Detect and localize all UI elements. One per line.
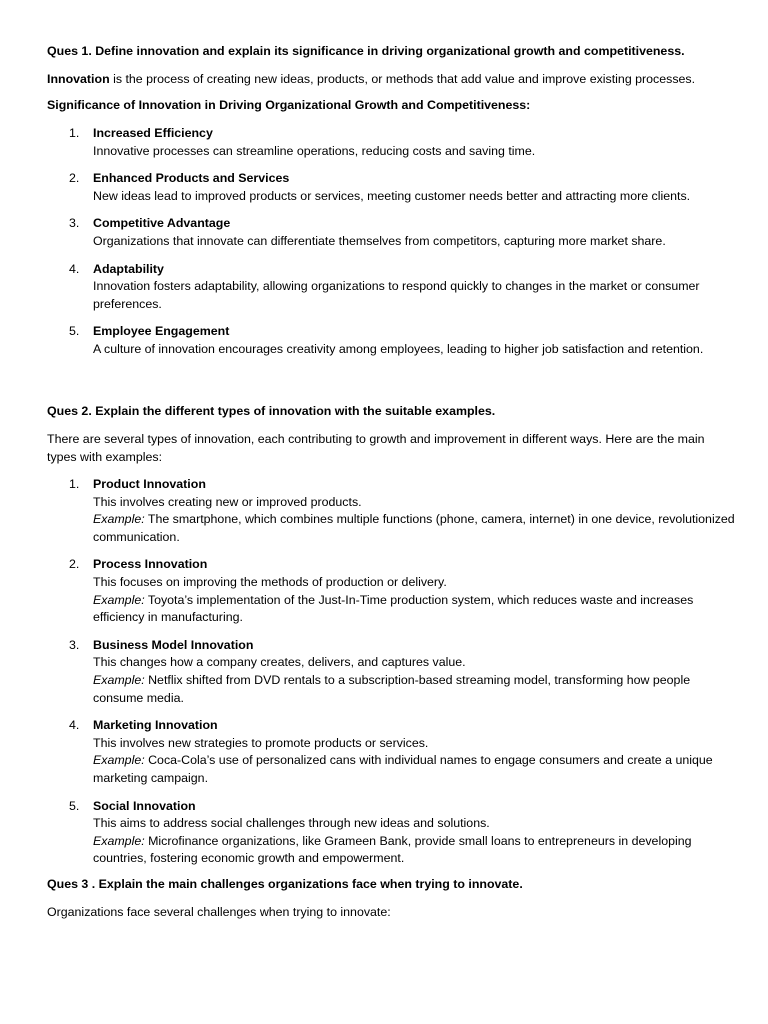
q1-significance-heading: Significance of Innovation in Driving Organizational Growth and Competitiveness: [47, 98, 531, 112]
list-item [47, 261, 737, 314]
item-number: 5. [69, 324, 80, 339]
list-item [47, 717, 737, 787]
item-description: A culture of innovation encourages creativity among employees, leading to higher job satisfaction and retention. [93, 341, 704, 356]
example-label: Example: [93, 753, 145, 768]
item-number: 3. [69, 637, 80, 652]
example-text: Toyota’s implementation of the Just-In-Time production system, which reduces waste and increases efficiency in manufacturing. [93, 592, 694, 625]
item-example [93, 672, 737, 707]
item-description: Organizations that innovate can differentiate themselves from competitors, capturing more market share. [93, 233, 666, 248]
item-description: This changes how a company creates, delivers, and captures value. [93, 655, 466, 670]
item-number: 3. [69, 216, 80, 231]
example-label: Example: [93, 592, 145, 607]
list-item [47, 476, 737, 546]
item-number: 2. [69, 557, 80, 572]
item-title: Product Innovation [93, 477, 206, 491]
example-text: The smartphone, which combines multiple functions (phone, camera, internet) in one device, revolutionized communication. [93, 512, 735, 544]
item-title: Increased Efficiency [93, 126, 213, 140]
q2-intro: There are several types of innovation, each contributing to growth and improvement in different ways. Here are the main types with examples: [47, 432, 705, 464]
item-number: 1. [69, 477, 80, 491]
item-description: New ideas lead to improved products or services, meeting customer needs better and attracting more clients. [93, 188, 691, 203]
definition-term: Innovation [47, 72, 110, 86]
item-title: Competitive Advantage [93, 216, 231, 231]
item-example [93, 833, 737, 868]
item-example [93, 592, 737, 627]
item-title: Adaptability [93, 261, 164, 276]
list-item [47, 170, 737, 205]
item-number: 4. [69, 718, 80, 733]
q1-definition [47, 71, 737, 89]
item-number: 5. [69, 798, 80, 813]
item-description: This involves creating new or improved products. [93, 494, 362, 509]
item-description: This focuses on improving the methods of production or delivery. [93, 574, 447, 589]
item-title: Marketing Innovation [93, 718, 218, 733]
example-text: Microfinance organizations, like Grameen Bank, provide small loans to entrepreneurs in developing countries, fostering economic growth and empowerment. [93, 833, 692, 866]
q2-title: Ques 2. Explain the different types of innovation with the suitable examples. [47, 404, 496, 418]
item-description: This involves new strategies to promote products or services. [93, 735, 429, 750]
item-description: Innovation fosters adaptability, allowing organizations to respond quickly to changes in the market or consumer preferences. [93, 279, 700, 311]
example-label: Example: [93, 512, 145, 527]
item-title: Employee Engagement [93, 324, 230, 339]
item-example [93, 752, 737, 787]
item-number: 1. [69, 126, 80, 140]
definition-text: is the process of creating new ideas, products, or methods that add value and improve existing processes. [109, 72, 696, 86]
item-description: This aims to address social challenges through new ideas and solutions. [93, 816, 490, 831]
item-title: Business Model Innovation [93, 637, 254, 652]
q2-types-list [47, 476, 737, 878]
item-number: 4. [69, 261, 80, 276]
list-item [47, 637, 737, 707]
item-title: Social Innovation [93, 798, 196, 813]
item-example [93, 511, 737, 546]
q1-title: Ques 1. Define innovation and explain its significance in driving organizational growth and competitiveness. [47, 44, 685, 58]
list-item [47, 125, 737, 160]
example-label: Example: [93, 833, 145, 848]
list-item [47, 215, 737, 250]
item-description: Innovative processes can streamline operations, reducing costs and saving time. [93, 143, 536, 158]
example-label: Example: [93, 672, 145, 687]
list-item [47, 556, 737, 626]
item-title: Process Innovation [93, 557, 208, 572]
list-item [47, 323, 737, 358]
item-title: Enhanced Products and Services [93, 171, 290, 186]
q3-title: Ques 3 . Explain the main challenges organizations face when trying to innovate. [47, 877, 523, 891]
example-text: Netflix shifted from DVD rentals to a subscription-based streaming model, transforming how people consume media. [93, 672, 691, 705]
list-item [47, 798, 737, 868]
q1-significance-list [47, 125, 737, 369]
item-number: 2. [69, 171, 80, 186]
example-text: Coca-Cola’s use of personalized cans with individual names to engage consumers and create a unique marketing campaign. [93, 753, 713, 785]
q3-intro: Organizations face several challenges when trying to innovate: [47, 905, 391, 919]
